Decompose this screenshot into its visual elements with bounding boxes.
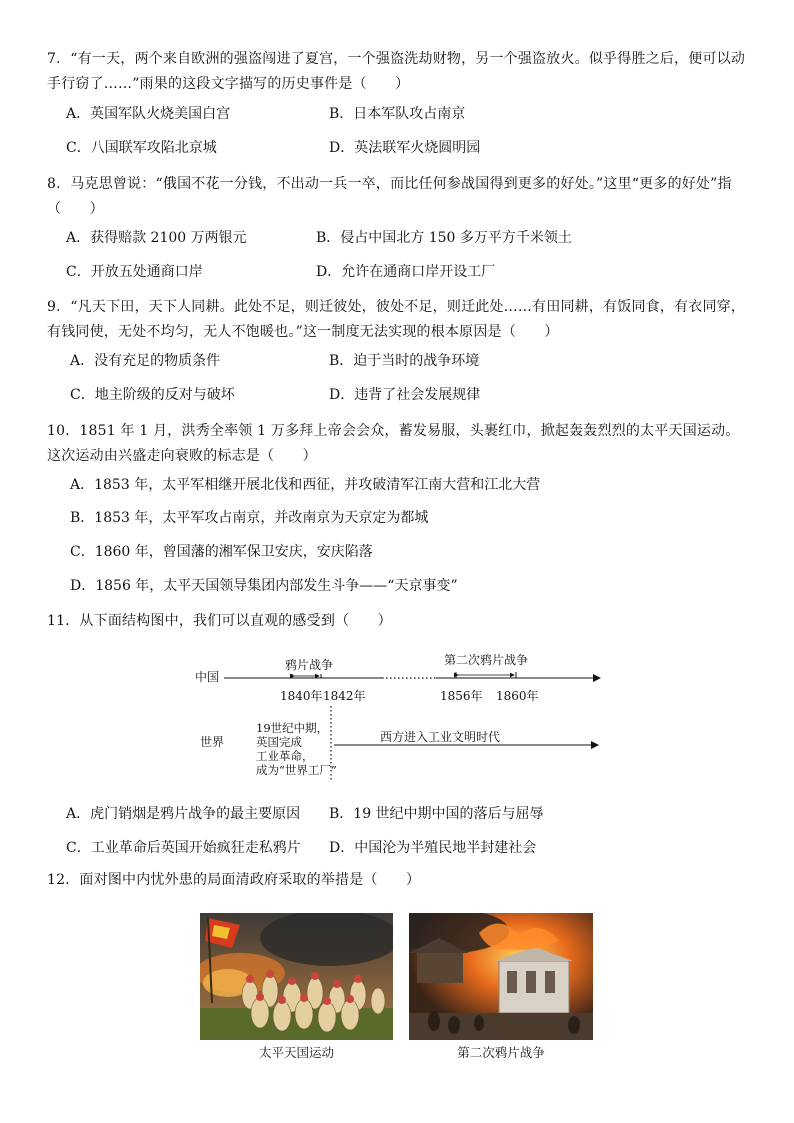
second-opium-war-label: 第二次鸦片战争 — [444, 653, 529, 667]
second-opium-war-image — [409, 913, 593, 1040]
taiping-movement-image — [200, 913, 393, 1040]
question-10-stem: 10．1851 年 1 月，洪秀全率领 1 万多拜上帝会会众，蓄发易服，头裹红巾，掀起轰轰烈烈的太平天国运动。这次运动由兴盛走向衰败的标志是（ ） — [47, 423, 740, 464]
question-11-stem: 11．从下面结构图中，我们可以直观的感受到（ ） — [47, 613, 392, 629]
question-12-stem: 12．面对图中内忧外患的局面清政府采取的举措是（ ） — [47, 872, 421, 888]
opium-war-label: 鸦片战争 — [285, 658, 334, 672]
question-11-option-a: A．虎门销烟是鸦片战争的最主要原因 — [66, 806, 301, 822]
year-1840: 1840年 — [280, 689, 323, 703]
question-10-option-d: D．1856 年，太平天国领导集团内部发生斗争——“天京事变” — [70, 578, 458, 594]
question-9-option-d: D．违背了社会发展规律 — [329, 387, 481, 403]
question-7-stem: 7．“有一天，两个来自欧洲的强盗闯进了夏宫，一个强盗洗劫财物，另一个强盗放火。似乎得胜之后，便可以动手行窃了……”雨果的这段文字描写的历史事件是（ ） — [47, 51, 746, 92]
year-1860: 1860年 — [496, 689, 539, 703]
question-7-option-d: D．英法联军火烧圆明园 — [329, 140, 481, 156]
question-7-option-b: B．日本军队攻占南京 — [329, 106, 466, 122]
question-8-option-b: B．侵占中国北方 150 多万平方千米领土 — [316, 230, 572, 246]
question-9-option-c: C．地主阶级的反对与破坏 — [70, 387, 235, 403]
western-industrial-era-label: 西方进入工业文明时代 — [380, 730, 501, 744]
question-11-option-d: D．中国沦为半殖民地半封建社会 — [329, 840, 537, 856]
question-8-option-d: D．允许在通商口岸开设工厂 — [316, 264, 496, 280]
question-11-option-b: B．19 世纪中期中国的落后与屈辱 — [329, 806, 544, 822]
question-8-stem: 8．马克思曾说：“俄国不花一分钱，不出动一兵一卒，而比任何参战国得到更多的好处。”这里“更多的好处”指（ ） — [47, 176, 732, 217]
question-8-option-a: A．获得赔款 2100 万两银元 — [66, 230, 247, 246]
taiping-movement-caption: 太平天国运动 — [258, 1045, 334, 1060]
mid-19th-note-line-2: 英国完成 — [256, 735, 302, 749]
question-7-option-a: A．英国军队火烧美国白宫 — [66, 106, 231, 122]
question-11-option-c: C．工业革命后英国开始疯狂走私鸦片 — [66, 840, 301, 856]
mid-19th-note-line-4: 成为“世界工厂” — [256, 763, 337, 777]
question-9-stem: 9．“凡天下田，天下人同耕。此处不足，则迁彼处，彼处不足，则迁此处……有田同耕，有饭同食，有衣同穿，有钱同使，无处不均匀，无人不饱暖也。”这一制度无法实现的根本原因是（ ） — [47, 299, 746, 340]
mid-19th-note-line-3: 工业革命， — [256, 749, 314, 763]
year-1856: 1856年 — [440, 689, 483, 703]
mid-19th-note-line-1: 19世纪中期， — [256, 721, 329, 735]
question-9-option-b: B．迫于当时的战争环境 — [329, 353, 480, 369]
china-row-label: 中国 — [195, 670, 220, 684]
second-opium-war-caption: 第二次鸦片战争 — [457, 1045, 545, 1060]
timeline-structure-diagram — [190, 648, 610, 788]
world-row-label: 世界 — [200, 735, 225, 749]
question-10-option-c: C．1860 年，曾国藩的湘军保卫安庆，安庆陷落 — [70, 544, 373, 560]
question-10-option-a: A．1853 年，太平军相继开展北伐和西征，并攻破清军江南大营和江北大营 — [70, 477, 541, 493]
question-7-option-c: C．八国联军攻陷北京城 — [66, 140, 217, 156]
year-1842: 1842年 — [323, 689, 366, 703]
question-10-option-b: B．1853 年，太平军攻占南京，并改南京为天京定为都城 — [70, 510, 429, 526]
question-9-option-a: A．没有充足的物质条件 — [70, 353, 221, 369]
question-8-option-c: C．开放五处通商口岸 — [66, 264, 203, 280]
